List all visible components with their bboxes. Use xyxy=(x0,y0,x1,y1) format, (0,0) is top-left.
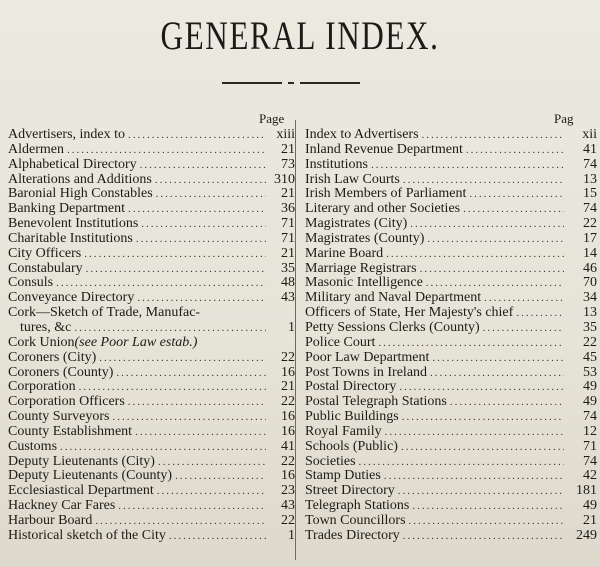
index-entry xyxy=(8,482,295,497)
index-entry-page: 70 xyxy=(583,275,597,291)
index-entry-label: Aldermen xyxy=(8,141,64,157)
index-entry-page: 21 xyxy=(281,186,295,202)
index-entry-page: 46 xyxy=(583,260,597,276)
index-entry-label: Marine Board xyxy=(305,245,384,261)
index-entry-page: 1 xyxy=(288,319,295,335)
index-entry-label: Magistrates (City) xyxy=(305,216,408,232)
index-entry xyxy=(305,200,597,215)
index-entry-label: Post Towns in Ireland xyxy=(305,364,428,380)
index-entry-label: Inland Revenue Department xyxy=(305,141,463,157)
index-entry xyxy=(8,230,295,245)
index-entry-page: xii xyxy=(582,127,597,142)
index-entry-page: 49 xyxy=(583,379,597,395)
index-entry-label: Deputy Lieutenants (City) xyxy=(8,453,155,469)
index-entry xyxy=(305,304,597,319)
index-entry-page: 34 xyxy=(583,290,597,306)
index-entry-page: 71 xyxy=(281,230,295,246)
index-entry-label: Marriage Registrars xyxy=(305,260,417,276)
index-entry xyxy=(305,230,597,245)
title-rule-dot xyxy=(288,82,294,84)
index-entry-page: 36 xyxy=(281,201,295,217)
index-entry-page: 1 xyxy=(288,527,295,543)
page-column-header-left: Page xyxy=(259,111,285,126)
index-entry-label: Advertisers, index to xyxy=(8,127,126,142)
index-entry-label: Coroners (City) xyxy=(8,349,97,365)
index-entry-page: 17 xyxy=(583,230,597,246)
index-entry xyxy=(8,497,295,512)
page-title: GENERAL INDEX. xyxy=(160,13,440,58)
index-entry-label: Poor Law Department xyxy=(305,349,430,365)
index-entry-page: 23 xyxy=(281,483,295,499)
index-entry-label: Street Directory xyxy=(305,483,395,499)
index-entry xyxy=(305,453,597,468)
index-entry xyxy=(305,319,597,334)
title-rule-left xyxy=(222,82,282,84)
page-column-header-right: Pag xyxy=(554,111,574,126)
index-entry-label: Societies xyxy=(305,453,356,469)
index-entry-page: 73 xyxy=(281,156,295,172)
index-entry-label: Police Court xyxy=(305,334,376,350)
index-entry xyxy=(305,185,597,200)
index-entry-page: 13 xyxy=(583,171,597,187)
index-entry-label: Banking Department xyxy=(8,201,126,217)
index-entry xyxy=(305,423,597,438)
index-entry-label: Historical sketch of the City xyxy=(8,527,166,543)
index-entry-label: Benevolent Institutions xyxy=(8,216,139,232)
index-entry xyxy=(305,482,597,497)
index-entry xyxy=(305,393,597,408)
index-entry-page: 74 xyxy=(583,409,597,425)
index-entry-page: 249 xyxy=(576,527,597,543)
index-entry xyxy=(8,126,295,141)
index-entry-page: 21 xyxy=(281,141,295,157)
column-divider xyxy=(295,120,296,560)
index-entry xyxy=(8,274,295,289)
index-entry xyxy=(8,156,295,171)
index-entry-page: 45 xyxy=(583,349,597,365)
index-entry-label: Stamp Duties xyxy=(305,468,381,484)
index-entry-label: County Establishment xyxy=(8,423,133,439)
index-entry-page: 74 xyxy=(583,201,597,217)
index-entry xyxy=(8,185,295,200)
index-entry-label: Conveyance Directory xyxy=(8,290,135,306)
index-entry-page: 71 xyxy=(281,216,295,232)
index-entry-label: Masonic Intelligence xyxy=(305,275,423,291)
index-entry-note: (see Poor Law estab.) xyxy=(74,334,198,350)
index-entry-label: Cork—Sketch of Trade, Manufac- xyxy=(8,305,201,321)
index-entry-page: 41 xyxy=(583,141,597,157)
index-entry-page: 13 xyxy=(583,305,597,321)
index-entry-page: 42 xyxy=(583,468,597,484)
index-entry-page: 22 xyxy=(281,512,295,528)
index-entry xyxy=(8,364,295,379)
index-entry-label: Customs xyxy=(8,438,58,454)
index-entry xyxy=(305,527,597,542)
index-entry-page: 53 xyxy=(583,364,597,380)
index-entry-page: 48 xyxy=(281,275,295,291)
index-entry xyxy=(305,171,597,186)
index-entry xyxy=(8,393,295,408)
index-entry xyxy=(305,334,597,349)
index-entry-label: Consuls xyxy=(8,275,54,291)
index-entry-label: Trades Directory xyxy=(305,527,400,543)
index-entry-label: Magistrates (County) xyxy=(305,230,425,246)
index-entry xyxy=(305,438,597,453)
index-entry-label: Schools (Public) xyxy=(305,438,398,454)
index-entry-page: xiii xyxy=(276,127,295,142)
index-entry xyxy=(305,215,597,230)
index-entry-page: 15 xyxy=(583,186,597,202)
index-entry-page: 16 xyxy=(281,364,295,380)
index-entry-label: Telegraph Stations xyxy=(305,498,410,514)
index-entry-page: 181 xyxy=(576,483,597,499)
index-entry-page: 41 xyxy=(281,438,295,454)
index-entry-page: 16 xyxy=(281,423,295,439)
index-entry-page: 22 xyxy=(583,216,597,232)
index-entry-page: 22 xyxy=(583,334,597,350)
index-entry xyxy=(8,453,295,468)
index-entry-label: Institutions xyxy=(305,156,369,172)
index-entry xyxy=(305,126,597,141)
title-rule-right xyxy=(300,82,360,84)
index-entry-label: County Surveyors xyxy=(8,409,110,425)
index-entry-label: Cork Union xyxy=(8,334,75,350)
index-entry xyxy=(305,408,597,423)
index-entry-label: Officers of State, Her Majesty's chief xyxy=(305,305,514,321)
index-entry xyxy=(305,245,597,260)
index-entry-page: 74 xyxy=(583,453,597,469)
index-entry-page: 43 xyxy=(281,290,295,306)
index-entry xyxy=(8,215,295,230)
index-entry-page: 22 xyxy=(281,453,295,469)
index-entry-page: 16 xyxy=(281,409,295,425)
index-entry xyxy=(8,349,295,364)
index-entry xyxy=(8,527,295,542)
index-entry-label: Royal Family xyxy=(305,423,382,439)
index-entry-label: Baronial High Constables xyxy=(8,186,153,202)
index-entry-label: Hackney Car Fares xyxy=(8,498,116,514)
index-entry-label: Irish Members of Parliament xyxy=(305,186,467,202)
index-entry xyxy=(8,408,295,423)
index-entry xyxy=(305,260,597,275)
index-entry-page: 49 xyxy=(583,394,597,410)
index-entry-page: 49 xyxy=(583,498,597,514)
index-entry-page: 74 xyxy=(583,156,597,172)
index-entry-label: Harbour Board xyxy=(8,512,93,528)
index-entry-label: Town Councillors xyxy=(305,512,406,528)
index-entry-page: 14 xyxy=(583,245,597,261)
index-entry-label: Coroners (County) xyxy=(8,364,114,380)
index-entry xyxy=(8,200,295,215)
index-entry xyxy=(305,289,597,304)
index-entry-label: Corporation xyxy=(8,379,76,395)
index-entry-page: 71 xyxy=(583,438,597,454)
index-entry-label: Military and Naval Department xyxy=(305,290,482,306)
index-entry-label: Postal Directory xyxy=(305,379,397,395)
index-entry xyxy=(8,171,295,186)
index-entry-label: City Officers xyxy=(8,245,82,261)
index-entry xyxy=(8,438,295,453)
index-entry xyxy=(305,378,597,393)
index-entry-page: 22 xyxy=(281,394,295,410)
dot-leader xyxy=(403,528,564,545)
index-entry xyxy=(305,156,597,171)
index-entry xyxy=(8,260,295,275)
index-entry-label: Petty Sessions Clerks (County) xyxy=(305,319,480,335)
index-column-left xyxy=(8,126,295,542)
index-entry-label: Corporation Officers xyxy=(8,394,125,410)
index-entry-page: 310 xyxy=(274,171,295,187)
index-entry-page: 35 xyxy=(281,260,295,276)
index-entry xyxy=(8,245,295,260)
index-entry xyxy=(305,467,597,482)
index-entry-label: Charitable Institutions xyxy=(8,230,133,246)
index-entry-label: Literary and other Societies xyxy=(305,201,461,217)
index-entry-label: Irish Law Courts xyxy=(305,171,400,187)
index-entry-page: 35 xyxy=(583,319,597,335)
index-entry-label: tures, &c xyxy=(20,319,72,335)
index-column-right xyxy=(305,126,597,542)
index-entry-page: 22 xyxy=(281,349,295,365)
index-entry xyxy=(305,274,597,289)
index-entry-label: Alphabetical Directory xyxy=(8,156,137,172)
index-entry xyxy=(305,364,597,379)
index-entry xyxy=(305,512,597,527)
index-entry-label: Constabulary xyxy=(8,260,83,276)
index-entry-label: Alterations and Additions xyxy=(8,171,152,187)
index-entry-page: 21 xyxy=(281,245,295,261)
index-entry xyxy=(8,423,295,438)
index-entry xyxy=(8,467,295,482)
index-entry xyxy=(8,378,295,393)
index-entry xyxy=(8,319,295,334)
dot-leader xyxy=(169,528,266,545)
index-entry-page: 12 xyxy=(583,423,597,439)
index-entry xyxy=(8,141,295,156)
index-entry-page: 43 xyxy=(281,498,295,514)
index-entry-page: 21 xyxy=(583,512,597,528)
index-entry-page: 16 xyxy=(281,468,295,484)
index-entry-label: Ecclesiastical Department xyxy=(8,483,154,499)
index-entry xyxy=(305,497,597,512)
index-entry xyxy=(8,512,295,527)
index-entry-label: Postal Telegraph Stations xyxy=(305,394,447,410)
index-entry xyxy=(305,141,597,156)
index-entry-label: Deputy Lieutenants (County) xyxy=(8,468,173,484)
index-entry-page: 21 xyxy=(281,379,295,395)
index-entry-label: Public Buildings xyxy=(305,409,399,425)
index-entry-label: Index to Advertisers xyxy=(305,127,419,142)
index-entry xyxy=(8,289,295,304)
index-entry xyxy=(305,349,597,364)
